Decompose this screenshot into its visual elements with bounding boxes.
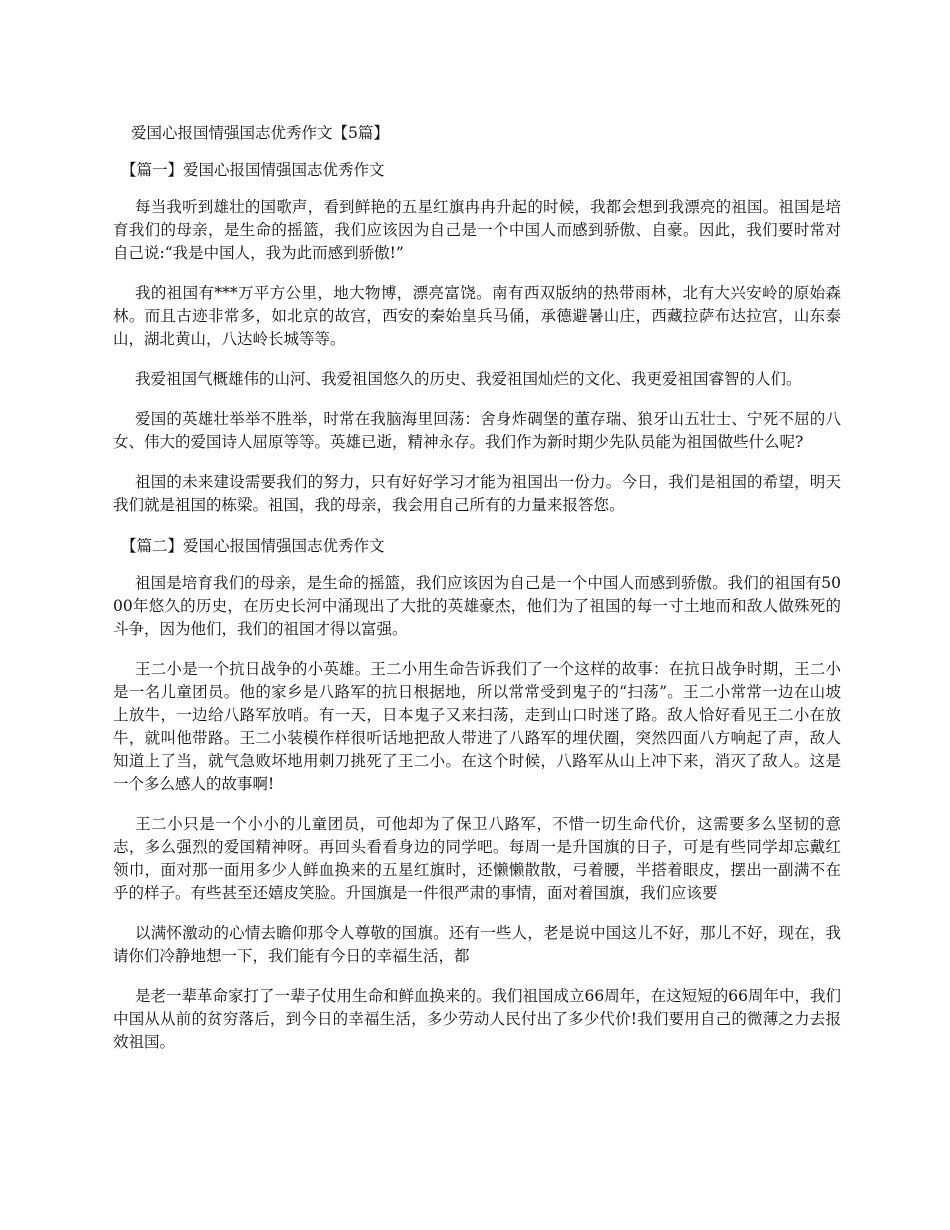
- paragraph: 以满怀激动的心情去瞻仰那令人尊敬的国旗。还有一些人，老是说中国这儿不好，那儿不好，现在，我请你们冷静地想一下，我们能有今日的幸福生活，都: [113, 924, 841, 965]
- section-heading-2: 【篇二】爱国心报国情强国志优秀作文: [121, 537, 385, 555]
- paragraph: 是老一辈革命家打了一辈子仗用生命和鲜血换来的。我们祖国成立66周年，在这短短的66周年中，我们中国从从前的贫穷落后，到今日的幸福生活，多少劳动人民付出了多少代价!我们要用自己的微薄之力去报效祖国。: [113, 987, 841, 1051]
- paragraph: 我爱祖国气概雄伟的山河、我爱祖国悠久的历史、我爱祖国灿烂的文化、我更爱祖国睿智的人们。: [135, 370, 802, 388]
- paragraph: 王二小只是一个小小的儿童团员，可他却为了保卫八路军，不惜一切生命代价，这需要多么坚韧的意志，多么强烈的爱国精神呀。再回头看看身边的同学吧。每周一是升国旗的日子，可是有些同学却忘戴红领巾，面对那一面用多少人鲜血换来的五星红旗时，还懒懒散散，弓着腰，半搭着眼皮，摆出一副满不在乎的样子。有些甚至还嬉皮笑脸。升国旗是一件很严肃的事情，面对着国旗，我们应该要: [113, 815, 841, 902]
- paragraph: 王二小是一个抗日战争的小英雄。王二小用生命告诉我们了一个这样的故事：在抗日战争时期，王二小是一名儿童团员。他的家乡是八路军的抗日根据地，所以常常受到鬼子的“扫荡”。王二小常常一边在山坡上放牛，一边给八路军放哨。有一天，日本鬼子又来扫荡，走到山口时迷了路。敌人恰好看见王二小在放牛，就叫他带路。王二小装模作样很听话地把敌人带进了八路军的埋伏圈，突然四面八方响起了声，敌人知道上了当，就气急败坏地用刺刀挑死了王二小。在这个时候，八路军从山上冲下来，消灭了敌人。这是一个多么感人的故事啊!: [113, 660, 841, 793]
- section-heading-1: 【篇一】爱国心报国情强国志优秀作文: [121, 161, 385, 179]
- paragraph: 我的祖国有***万平方公里，地大物博，漂亮富饶。南有西双版纳的热带雨林，北有大兴安岭的原始森林。而且古迹非常多，如北京的故宫，西安的秦始皇兵马俑，承德避暑山庄，西藏拉萨布达拉宫，山东泰山，湖北黄山，八达岭长城等等。: [113, 284, 841, 348]
- paragraph: 爱国的英雄壮举举不胜举，时常在我脑海里回荡：舍身炸碉堡的董存瑞、狼牙山五壮士、宁死不屈的八女、伟大的爱国诗人屈原等等。英雄已逝，精神永存。我们作为新时期少先队员能为祖国做些什么呢?: [113, 410, 841, 451]
- paragraph: 祖国的未来建设需要我们的努力，只有好好学习才能为祖国出一份力。今日，我们是祖国的希望，明天我们就是祖国的栋梁。祖国，我的母亲，我会用自己所有的力量来报答您。: [113, 473, 841, 514]
- document-body: [113, 122, 841, 1071]
- paragraph: 祖国是培育我们的母亲，是生命的摇篮，我们应该因为自己是一个中国人而感到骄傲。我们的祖国有5000年悠久的历史，在历史长河中涌现出了大批的英雄豪杰，他们为了祖国的每一寸土地而和敌人做殊死的斗争，因为他们，我们的祖国才得以富强。: [113, 574, 841, 638]
- document-title: 爱国心报国情强国志优秀作文【5篇】: [131, 124, 389, 142]
- paragraph: 每当我听到雄壮的国歌声，看到鲜艳的五星红旗冉冉升起的时候，我都会想到我漂亮的祖国。祖国是培育我们的母亲，是生命的摇篮，我们应该因为自己是一个中国人而感到骄傲、自豪。因此，我们要时常对自己说:“我是中国人，我为此而感到骄傲!”: [113, 198, 841, 262]
